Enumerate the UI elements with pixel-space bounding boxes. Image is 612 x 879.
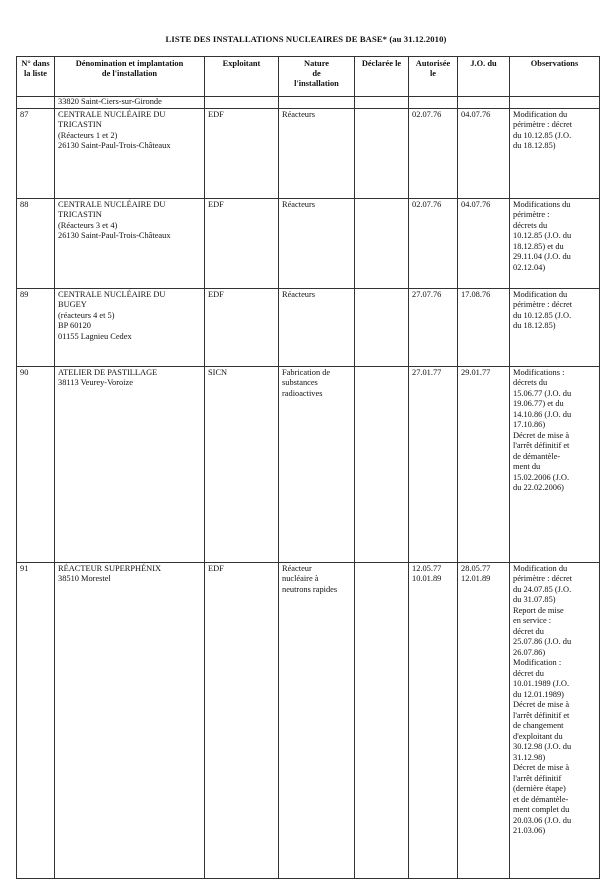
- cell-observations-line: de démantèle-: [513, 451, 561, 461]
- cell-denomination: [55, 108, 205, 198]
- cell-observations-line: et de démantèle-: [513, 794, 569, 804]
- cell-observations-line: périmètre : décret: [513, 574, 573, 583]
- cell-denomination-line: ATELIER DE PASTILLAGE: [58, 367, 158, 377]
- cell-nature-line: Réacteur: [282, 563, 312, 573]
- cell-observations-line: 14.10.86 (J.O. du: [513, 409, 572, 419]
- cell-observations-line: périmètre :: [513, 210, 550, 219]
- cell-jo-line: 04.07.76: [461, 109, 491, 119]
- cell-observations-line: 02.12.04): [513, 262, 546, 272]
- cell-observations-line: du 18.12.85): [513, 141, 556, 150]
- header-autorisee: Autorisée le: [409, 57, 458, 97]
- cell-nature-line: Réacteurs: [282, 199, 316, 209]
- cell-denomination-line: TRICASTIN: [58, 120, 102, 129]
- cell-observations-line: (dernière étape): [513, 784, 566, 793]
- cell-observations-line: 15.06.77 (J.O. du: [513, 388, 572, 398]
- cell-exploitant: EDF: [205, 108, 279, 198]
- cell-autorisee: [409, 108, 458, 198]
- cell-observations-line: Modifications du: [513, 199, 571, 209]
- cell-denomination-line: (Réacteurs 3 et 4): [58, 220, 118, 230]
- cell-autorisee: [409, 198, 458, 288]
- header-observations: Observations: [510, 57, 600, 97]
- cell-denomination-line: 38113 Veurey-Voroize: [58, 378, 133, 387]
- table-row: [17, 108, 600, 198]
- cell-observations-line: 18.12.85) et du: [513, 241, 564, 251]
- cell-nature: [279, 288, 355, 366]
- cell-nature: [279, 108, 355, 198]
- cell-denomination-line: TRICASTIN: [58, 210, 102, 219]
- cell-observations-line: Modifications :: [513, 367, 565, 377]
- cell-exploitant: SICN: [205, 366, 279, 562]
- cell-observations: [510, 288, 600, 366]
- continuation-row: [17, 97, 600, 109]
- cell-observations-line: l'arrêt définitif et: [513, 441, 570, 450]
- cell-observations-line: du 18.12.85): [513, 321, 556, 330]
- cell-autorisee-line: 10.01.89: [412, 574, 442, 583]
- table-row: [17, 562, 600, 878]
- cell-exploitant: [205, 97, 279, 109]
- cell-observations-line: Modification du: [513, 289, 568, 299]
- cell-observations-line: 25.07.86 (J.O. du: [513, 637, 572, 646]
- cell-observations-line: du 12.01.1989): [513, 689, 564, 699]
- cell-nature: [279, 198, 355, 288]
- cell-autorisee: [409, 562, 458, 878]
- cell-observations-line: du 10.12.85 (J.O.: [513, 130, 572, 140]
- cell-observations: [510, 562, 600, 878]
- cell-denomination-line: 26130 Saint-Paul-Trois-Châteaux: [58, 231, 171, 240]
- cell-observations: [510, 108, 600, 198]
- cell-observations-line: décrets du: [513, 378, 548, 387]
- cell-observations-line: 15.02.2006 (J.O.: [513, 472, 570, 482]
- cell-observations-line: 30.12.98 (J.O. du: [513, 742, 572, 751]
- cell-num: 88: [17, 198, 55, 288]
- header-exploitant: Exploitant: [205, 57, 279, 97]
- header-num: N° dans la liste: [17, 57, 55, 97]
- cell-observations-line: de changement: [513, 721, 564, 730]
- cell-observations-line: décrets du: [513, 220, 548, 230]
- header-denomination: Dénomination et implantation de l'installation: [55, 57, 205, 97]
- cell-observations-line: 20.03.06 (J.O. du: [513, 815, 572, 825]
- cell-jo-line: 17.08.76: [461, 289, 491, 299]
- cell-denomination-line: 38510 Morestel: [58, 574, 111, 583]
- table-row: [17, 366, 600, 562]
- installations-table: [16, 56, 600, 879]
- cell-observations-line: l'arrêt définitif: [513, 773, 562, 783]
- cell-denomination-line: BUGEY: [58, 300, 87, 309]
- cell-autorisee-line: 12.05.77: [412, 563, 442, 573]
- cell-num: 87: [17, 108, 55, 198]
- cell-nature-line: Réacteurs: [282, 109, 316, 119]
- cell-observations-line: du 31.07.85): [513, 595, 556, 604]
- cell-observations-line: ment du: [513, 462, 541, 471]
- cell-num: [17, 97, 55, 109]
- cell-observations-line: Décret de mise à: [513, 700, 570, 709]
- cell-observations-line: l'arrêt définitif et: [513, 710, 570, 720]
- cell-autorisee: [409, 288, 458, 366]
- cell-exploitant: EDF: [205, 288, 279, 366]
- cell-denomination-line: (Réacteurs 1 et 2): [58, 130, 118, 140]
- cell-observations-line: décret du: [513, 626, 544, 636]
- cell-autorisee: [409, 366, 458, 562]
- cell-jo: [458, 108, 510, 198]
- cell-observations-line: 19.06.77) et du: [513, 399, 564, 408]
- cell-nature-line: neutrons rapides: [282, 584, 338, 594]
- cell-observations: [510, 198, 600, 288]
- cell-observations-line: périmètre : décret: [513, 120, 573, 129]
- cell-jo: [458, 562, 510, 878]
- cell-denomination-line: RÉACTEUR SUPERPHÉNIX: [58, 563, 162, 573]
- cell-observations-line: décret du: [513, 668, 544, 678]
- cell-observations-line: périmètre : décret: [513, 300, 573, 309]
- cell-nature: [279, 97, 355, 109]
- page-title: LISTE DES INSTALLATIONS NUCLEAIRES DE BASE* (au 31.12.2010): [165, 34, 447, 44]
- header-nature: Nature de l'installation: [279, 57, 355, 97]
- cell-observations-line: Décret de mise à: [513, 763, 570, 772]
- cell-nature-line: substances: [282, 378, 318, 387]
- cell-observations-line: en service :: [513, 616, 552, 625]
- cell-exploitant: EDF: [205, 198, 279, 288]
- cell-denomination-line: CENTRALE NUCLÉAIRE DU: [58, 289, 166, 299]
- cell-declaree: [355, 288, 409, 366]
- cell-declaree: [355, 108, 409, 198]
- cell-denomination: 33820 Saint-Ciers-sur-Gironde: [55, 97, 205, 109]
- cell-observations-line: 17.10.86): [513, 420, 546, 429]
- cell-jo-line: 29.01.77: [461, 367, 491, 377]
- cell-denomination: [55, 288, 205, 366]
- cell-jo-line: 04.07.76: [461, 199, 491, 209]
- cell-denomination-line: 26130 Saint-Paul-Trois-Châteaux: [58, 141, 171, 150]
- cell-jo-line: 12.01.89: [461, 574, 491, 583]
- cell-declaree: [355, 97, 409, 109]
- cell-observations-line: 21.03.06): [513, 826, 546, 835]
- cell-num: 90: [17, 366, 55, 562]
- cell-observations-line: 29.11.04 (J.O. du: [513, 252, 571, 261]
- cell-observations-line: du 10.12.85 (J.O.: [513, 310, 572, 320]
- cell-observations-line: d'exploitant du: [513, 731, 563, 741]
- header-declaree: Déclarée le: [355, 57, 409, 97]
- cell-autorisee-line: 27.01.77: [412, 367, 442, 377]
- cell-observations-line: 31.12.98): [513, 752, 546, 762]
- cell-autorisee-line: 02.07.76: [412, 109, 442, 119]
- header-row: [17, 57, 600, 97]
- cell-denomination: [55, 366, 205, 562]
- cell-observations-line: du 22.02.2006): [513, 483, 564, 492]
- cell-denomination: [55, 198, 205, 288]
- cell-nature: [279, 366, 355, 562]
- cell-autorisee-line: 27.07.76: [412, 289, 442, 299]
- cell-nature-line: Réacteurs: [282, 289, 316, 299]
- cell-jo: [458, 198, 510, 288]
- cell-observations: [510, 97, 600, 109]
- cell-num: 89: [17, 288, 55, 366]
- cell-declaree: [355, 562, 409, 878]
- cell-jo: [458, 97, 510, 109]
- cell-nature-line: Fabrication de: [282, 367, 331, 377]
- cell-observations: [510, 366, 600, 562]
- cell-observations-line: Décret de mise à: [513, 430, 570, 440]
- cell-nature-line: nucléaire à: [282, 574, 319, 583]
- cell-denomination-line: (réacteurs 4 et 5): [58, 310, 115, 320]
- cell-declaree: [355, 366, 409, 562]
- cell-observations-line: 10.12.85 (J.O. du: [513, 231, 572, 240]
- cell-observations-line: 26.07.86): [513, 647, 546, 657]
- cell-observations-line: Report de mise: [513, 605, 564, 615]
- cell-exploitant: EDF: [205, 562, 279, 878]
- cell-denomination-line: CENTRALE NUCLÉAIRE DU: [58, 199, 166, 209]
- cell-observations-line: ment complet du: [513, 805, 570, 814]
- cell-autorisee-line: 02.07.76: [412, 199, 442, 209]
- cell-jo-line: 28.05.77: [461, 563, 491, 573]
- cell-nature-line: radioactives: [282, 388, 323, 398]
- cell-observations-line: 10.01.1989 (J.O.: [513, 679, 570, 688]
- table-row: [17, 288, 600, 366]
- cell-autorisee: [409, 97, 458, 109]
- cell-num: 91: [17, 562, 55, 878]
- cell-denomination-line: 01155 Lagnieu Cedex: [58, 331, 132, 341]
- cell-jo: [458, 366, 510, 562]
- cell-denomination: [55, 562, 205, 878]
- cell-declaree: [355, 198, 409, 288]
- cell-observations-line: Modification :: [513, 658, 562, 667]
- cell-observations-line: Modification du: [513, 109, 568, 119]
- cell-observations-line: du 24.07.85 (J.O.: [513, 584, 572, 594]
- header-jo: J.O. du: [458, 57, 510, 97]
- cell-denomination-line: BP 60120: [58, 321, 91, 330]
- cell-nature: [279, 562, 355, 878]
- cell-observations-line: Modification du: [513, 563, 568, 573]
- table-row: [17, 198, 600, 288]
- cell-jo: [458, 288, 510, 366]
- cell-denomination-line: CENTRALE NUCLÉAIRE DU: [58, 109, 166, 119]
